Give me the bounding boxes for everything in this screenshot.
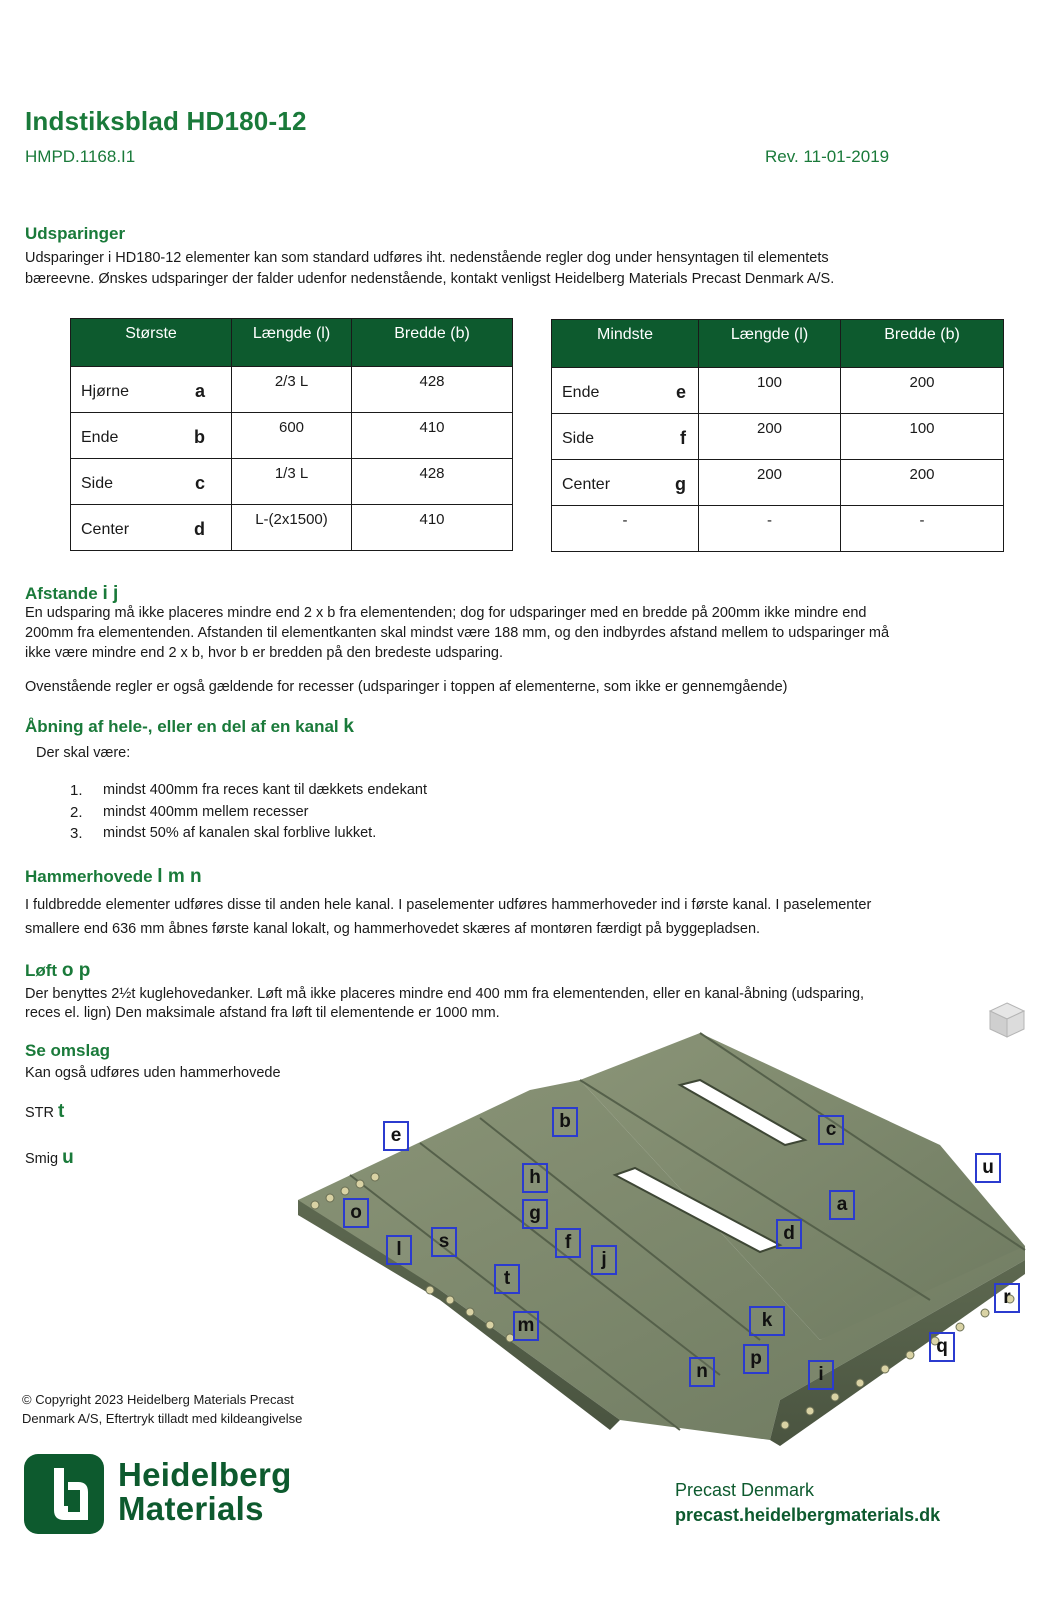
row-label <box>71 459 232 505</box>
list-item <box>70 802 427 824</box>
division-name: Precast Denmark <box>675 1480 815 1500</box>
list-text: mindst 50% af kanalen skal forblive lukket. <box>103 825 377 841</box>
table-max-openings <box>70 318 513 551</box>
heading-text: Åbning af hele-, eller en del af en kanal <box>25 717 339 736</box>
page-title: Indstiksblad HD180-12 <box>25 106 307 136</box>
cell-length: 200 <box>699 414 841 460</box>
hammerhoved-text <box>25 893 871 941</box>
label-letter: t <box>58 1101 65 1122</box>
row-label <box>71 367 232 413</box>
row-label: - <box>552 506 699 552</box>
cell-width: - <box>841 506 1004 552</box>
table-header: Mindste <box>552 320 699 368</box>
section-heading-udsparinger: Udsparinger <box>25 224 126 243</box>
diagram-label-f: f <box>555 1228 581 1258</box>
row-code: e <box>675 382 686 402</box>
diagram-label-u: u <box>975 1153 1001 1183</box>
row-label-text: Side <box>81 475 114 492</box>
diagram-label-j: j <box>591 1245 617 1275</box>
website-link[interactable]: precast.heidelbergmaterials.dk <box>675 1505 941 1525</box>
heading-letters: k <box>343 716 354 737</box>
table-row <box>552 368 1004 414</box>
table-header: Længde (l) <box>699 320 841 368</box>
view-cube-icon[interactable] <box>990 1003 1024 1037</box>
diagram-label-q: q <box>929 1332 955 1362</box>
section-heading-hammerhoved <box>25 866 202 888</box>
udsparinger-text <box>25 248 834 290</box>
cell-width: 410 <box>352 413 513 459</box>
copyright-notice <box>22 1390 302 1428</box>
diagram-label-a: a <box>829 1190 855 1220</box>
text-line: reces el. lign) Den maksimale afstand fra løft til elementende er 1000 mm. <box>25 1005 500 1021</box>
table-row <box>71 505 513 551</box>
diagram-label-k: k <box>749 1306 785 1336</box>
row-label-text: Side <box>562 430 595 447</box>
cell-length: 600 <box>232 413 352 459</box>
section-heading-afstande <box>25 583 118 605</box>
cell-width: 100 <box>841 414 1004 460</box>
label-text: Smig <box>25 1151 59 1167</box>
table-min-openings <box>551 319 1004 552</box>
table-header: Bredde (b) <box>352 319 513 367</box>
cell-width: 428 <box>352 459 513 505</box>
heidelberg-logo-icon <box>24 1454 104 1534</box>
diagram-label-c: c <box>818 1115 844 1145</box>
revision-date: Rev. 11-01-2019 <box>765 147 890 166</box>
list-number: 2. <box>70 803 83 821</box>
cell-width: 410 <box>352 505 513 551</box>
row-code: a <box>194 381 205 401</box>
diagram-label-i: i <box>808 1360 834 1390</box>
cell-length: 2/3 L <box>232 367 352 413</box>
diagram-label-s: s <box>431 1227 457 1257</box>
table-header: Største <box>71 319 232 367</box>
aabning-rules-list <box>70 780 427 845</box>
aabning-intro: Der skal være: <box>36 745 131 761</box>
table-row <box>552 506 1004 552</box>
list-text: mindst 400mm fra reces kant til dækkets endekant <box>103 782 427 798</box>
row-label-text: Center <box>562 476 611 493</box>
diagram-label-b: b <box>552 1107 578 1137</box>
text-line: 200mm fra elementenden. Afstanden til elementkanten skal mindst være 188 mm, og den indbyrdes afstand mellem to udsparinger må <box>25 625 890 641</box>
row-code: d <box>194 519 205 539</box>
row-label <box>552 460 699 506</box>
label-letter: u <box>62 1147 74 1168</box>
str-label <box>25 1101 64 1124</box>
table-row <box>71 367 513 413</box>
smig-label <box>25 1147 74 1170</box>
diagram-label-h: h <box>522 1163 548 1193</box>
cell-length: - <box>699 506 841 552</box>
text-line: Der benyttes 2½t kuglehovedanker. Løft må ikke placeres mindre end 400 mm fra elementenden, eller en kanal-åbning (udsparing, <box>25 986 865 1002</box>
diagram-label-r: r <box>994 1283 1020 1313</box>
row-label-text: Ende <box>81 429 119 446</box>
row-label <box>71 505 232 551</box>
label-text: STR <box>25 1105 54 1121</box>
heading-letters: o p <box>61 960 91 981</box>
table-row <box>71 413 513 459</box>
text-line: © Copyright 2023 Heidelberg Materials Precast <box>22 1392 294 1407</box>
cell-width: 428 <box>352 367 513 413</box>
cell-length: 200 <box>699 460 841 506</box>
afstande-note: Ovenstående regler er også gældende for recesser (udsparinger i toppen af elementerne, som ikke er gennemgående) <box>25 679 788 695</box>
text-line: En udsparing må ikke placeres mindre end 2 x b fra elementenden; dog for udsparinger med en bredde på 200mm ikke mindre end <box>25 605 867 621</box>
cell-width: 200 <box>841 368 1004 414</box>
row-label <box>71 413 232 459</box>
diagram-label-d: d <box>776 1219 802 1249</box>
table-header: Bredde (b) <box>841 320 1004 368</box>
row-label <box>552 368 699 414</box>
list-item <box>70 780 427 802</box>
document-id: HMPD.1168.I1 <box>25 147 136 166</box>
table-row <box>71 459 513 505</box>
diagram-label-t: t <box>494 1264 520 1294</box>
section-heading-aabning <box>25 716 354 738</box>
heading-letters: l m n <box>157 866 202 887</box>
list-text: mindst 400mm mellem recesser <box>103 803 309 820</box>
text-line: I fuldbredde elementer udføres disse til anden hele kanal. I paselementer udføres hammerhoveder ind i første kanal. I paselementer <box>25 897 872 913</box>
slab-diagram <box>280 1000 1050 1460</box>
diagram-label-m: m <box>513 1311 539 1341</box>
omslag-text: Kan også udføres uden hammerhovede <box>25 1065 281 1081</box>
brand-line: Materials <box>118 1490 264 1527</box>
diagram-label-n: n <box>689 1357 715 1387</box>
heading-text: Afstande <box>25 584 98 603</box>
list-number: 3. <box>70 825 83 842</box>
section-heading-omslag: Se omslag <box>25 1041 111 1060</box>
row-code: f <box>680 428 686 448</box>
list-number: 1. <box>70 782 83 799</box>
row-code: g <box>675 474 686 494</box>
diagram-label-e: e <box>383 1121 409 1151</box>
row-label-text: Ende <box>562 384 600 401</box>
diagram-label-p: p <box>743 1344 769 1374</box>
list-item <box>70 823 427 845</box>
diagram-label-g: g <box>522 1199 548 1229</box>
brand-name <box>118 1458 292 1526</box>
row-label-text: Center <box>81 521 130 538</box>
row-label <box>552 414 699 460</box>
cell-width: 200 <box>841 460 1004 506</box>
heading-text: Hammerhovede <box>25 867 153 886</box>
heading-letters: i j <box>102 583 119 604</box>
text-line: bæreevne. Ønskes udsparinger der falder udenfor nedenstående, kontakt venligst Heidelberg Materials Precast Denmark A/S. <box>25 271 835 287</box>
diagram-label-l: l <box>386 1235 412 1265</box>
table-row <box>552 414 1004 460</box>
heading-text: Løft <box>25 961 58 980</box>
brand-line: Heidelberg <box>118 1456 292 1493</box>
text-line: ikke være mindre end 2 x b, hvor b er bredden på den bredeste udsparing. <box>25 645 503 661</box>
table-row <box>552 460 1004 506</box>
text-line: Denmark A/S, Eftertryk tilladt med kildeangivelse <box>22 1411 303 1426</box>
cell-length: L-(2x1500) <box>232 505 352 551</box>
cell-length: 100 <box>699 368 841 414</box>
diagram-label-o: o <box>343 1198 369 1228</box>
cell-length: 1/3 L <box>232 459 352 505</box>
afstande-text <box>25 603 889 663</box>
row-label-text: Hjørne <box>81 383 130 400</box>
table-header: Længde (l) <box>232 319 352 367</box>
row-code: b <box>194 427 205 447</box>
text-line: smallere end 636 mm åbnes første kanal lokalt, og hammerhovedet skæres af montøren færdigt på byggepladsen. <box>25 921 761 937</box>
section-heading-loeft <box>25 960 90 982</box>
row-code: c <box>194 473 205 493</box>
text-line: Udsparinger i HD180-12 elementer kan som standard udføres iht. nedenstående regler dog under hensyntagen til elementets <box>25 250 829 266</box>
